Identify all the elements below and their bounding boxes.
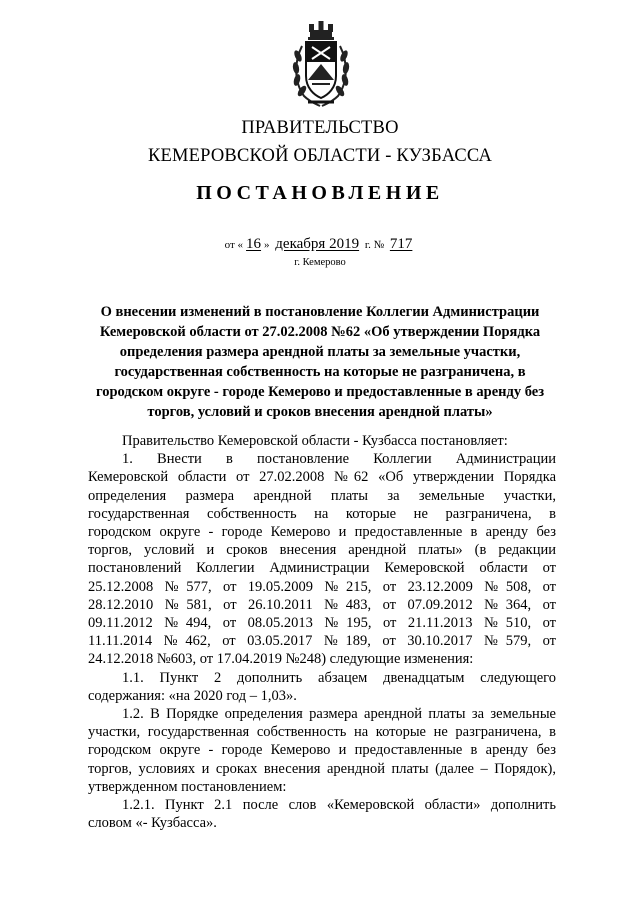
- body-line: 09.11.2012 №494, от 08.05.2013 №195, от 21.11.2013 №510, от: [88, 615, 556, 632]
- body-line: 1.1. Пункт 2 дополнить абзацем двенадцатым следующего: [122, 669, 556, 686]
- heading-line: торгов, условий и сроков внесения арендной платы»: [147, 404, 493, 420]
- body-line: 25.12.2008 №577, от 19.05.2009 №215, от 23.12.2009 №508, от: [88, 578, 556, 595]
- body-line: постановлений Коллегии Администрации Кемеровской области от: [88, 560, 556, 577]
- body-line: государственная собственность на которые не разграничена, в: [88, 505, 556, 522]
- body-line: 1. Внести в постановление Коллегии Администрации: [122, 451, 556, 468]
- body-line: городском округе - городе Кемерово и предоставленные в аренду без: [88, 742, 556, 759]
- document-type-title: ПОСТАНОВЛЕНИЕ: [196, 182, 444, 204]
- government-name-line1: ПРАВИТЕЛЬСТВО: [241, 118, 399, 138]
- body-line: Кемеровской области от 27.02.2008 №62 «Об утверждении Порядка: [88, 469, 556, 486]
- body-line: Правительство Кемеровской области - Кузбасса постановляет:: [122, 433, 508, 449]
- body-line: участки, государственная собственность на которые не разграничена, в: [88, 724, 556, 741]
- body-line: определения размера арендной платы за земельные участки,: [88, 487, 556, 504]
- body-line: утвержденном постановлением:: [88, 778, 287, 795]
- city-name: г. Кемерово: [294, 257, 346, 268]
- resolution-heading: [88, 302, 552, 422]
- date-mid: »: [264, 239, 270, 251]
- body-line: 1.2. В Порядке определения размера арендной платы за земельные: [122, 706, 556, 723]
- date-number-line: [0, 236, 640, 253]
- body-line: торгов, условиях и сроках внесения арендной платы (далее – Порядок),: [88, 760, 556, 777]
- heading-line: Кемеровской области от 27.02.2008 №62 «Об утверждении Порядка: [99, 324, 541, 340]
- number-label: №: [373, 239, 385, 251]
- body-line: 28.12.2010 №581, от 26.10.2011 №483, от 07.09.2012 №364, от: [88, 596, 556, 613]
- date-year-suffix: г.: [364, 239, 371, 251]
- body-line: словом «- Кузбасса».: [88, 815, 217, 832]
- body-line: городском округе - городе Кемерово и предоставленные в аренду без: [88, 524, 556, 541]
- resolution-body: [88, 432, 556, 832]
- body-line: 1.2.1. Пункт 2.1 после слов «Кемеровской области» дополнить: [122, 797, 556, 814]
- document-number: 717: [389, 236, 413, 252]
- date-day: 16: [246, 236, 262, 252]
- government-name-line2: КЕМЕРОВСКОЙ ОБЛАСТИ - КУЗБАССА: [147, 146, 493, 166]
- body-line: 11.11.2014 №462, от 03.05.2017 №189, от 30.10.2017 №579, от: [88, 633, 556, 650]
- body-line: торгов, условий и сроков внесения арендной платы» (в редакции: [88, 542, 556, 559]
- date-month-year: декабря 2019: [275, 236, 360, 252]
- heading-line: О внесении изменений в постановление Коллегии Администрации: [100, 304, 540, 320]
- body-line: содержания: «на 2020 год – 1,03».: [88, 687, 297, 704]
- heading-line: определения размера арендной платы за земельные участки,: [119, 344, 521, 360]
- heading-line: государственная собственность на которые не разграничена, в: [114, 364, 526, 380]
- body-line: 24.12.2018 №603, от 17.04.2019 №248) следующие изменения:: [88, 651, 474, 668]
- date-prefix: от «: [224, 239, 244, 251]
- coat-of-arms-icon: [290, 18, 352, 110]
- heading-line: городском округе - городе Кемерово и предоставленные в аренду без: [95, 384, 545, 400]
